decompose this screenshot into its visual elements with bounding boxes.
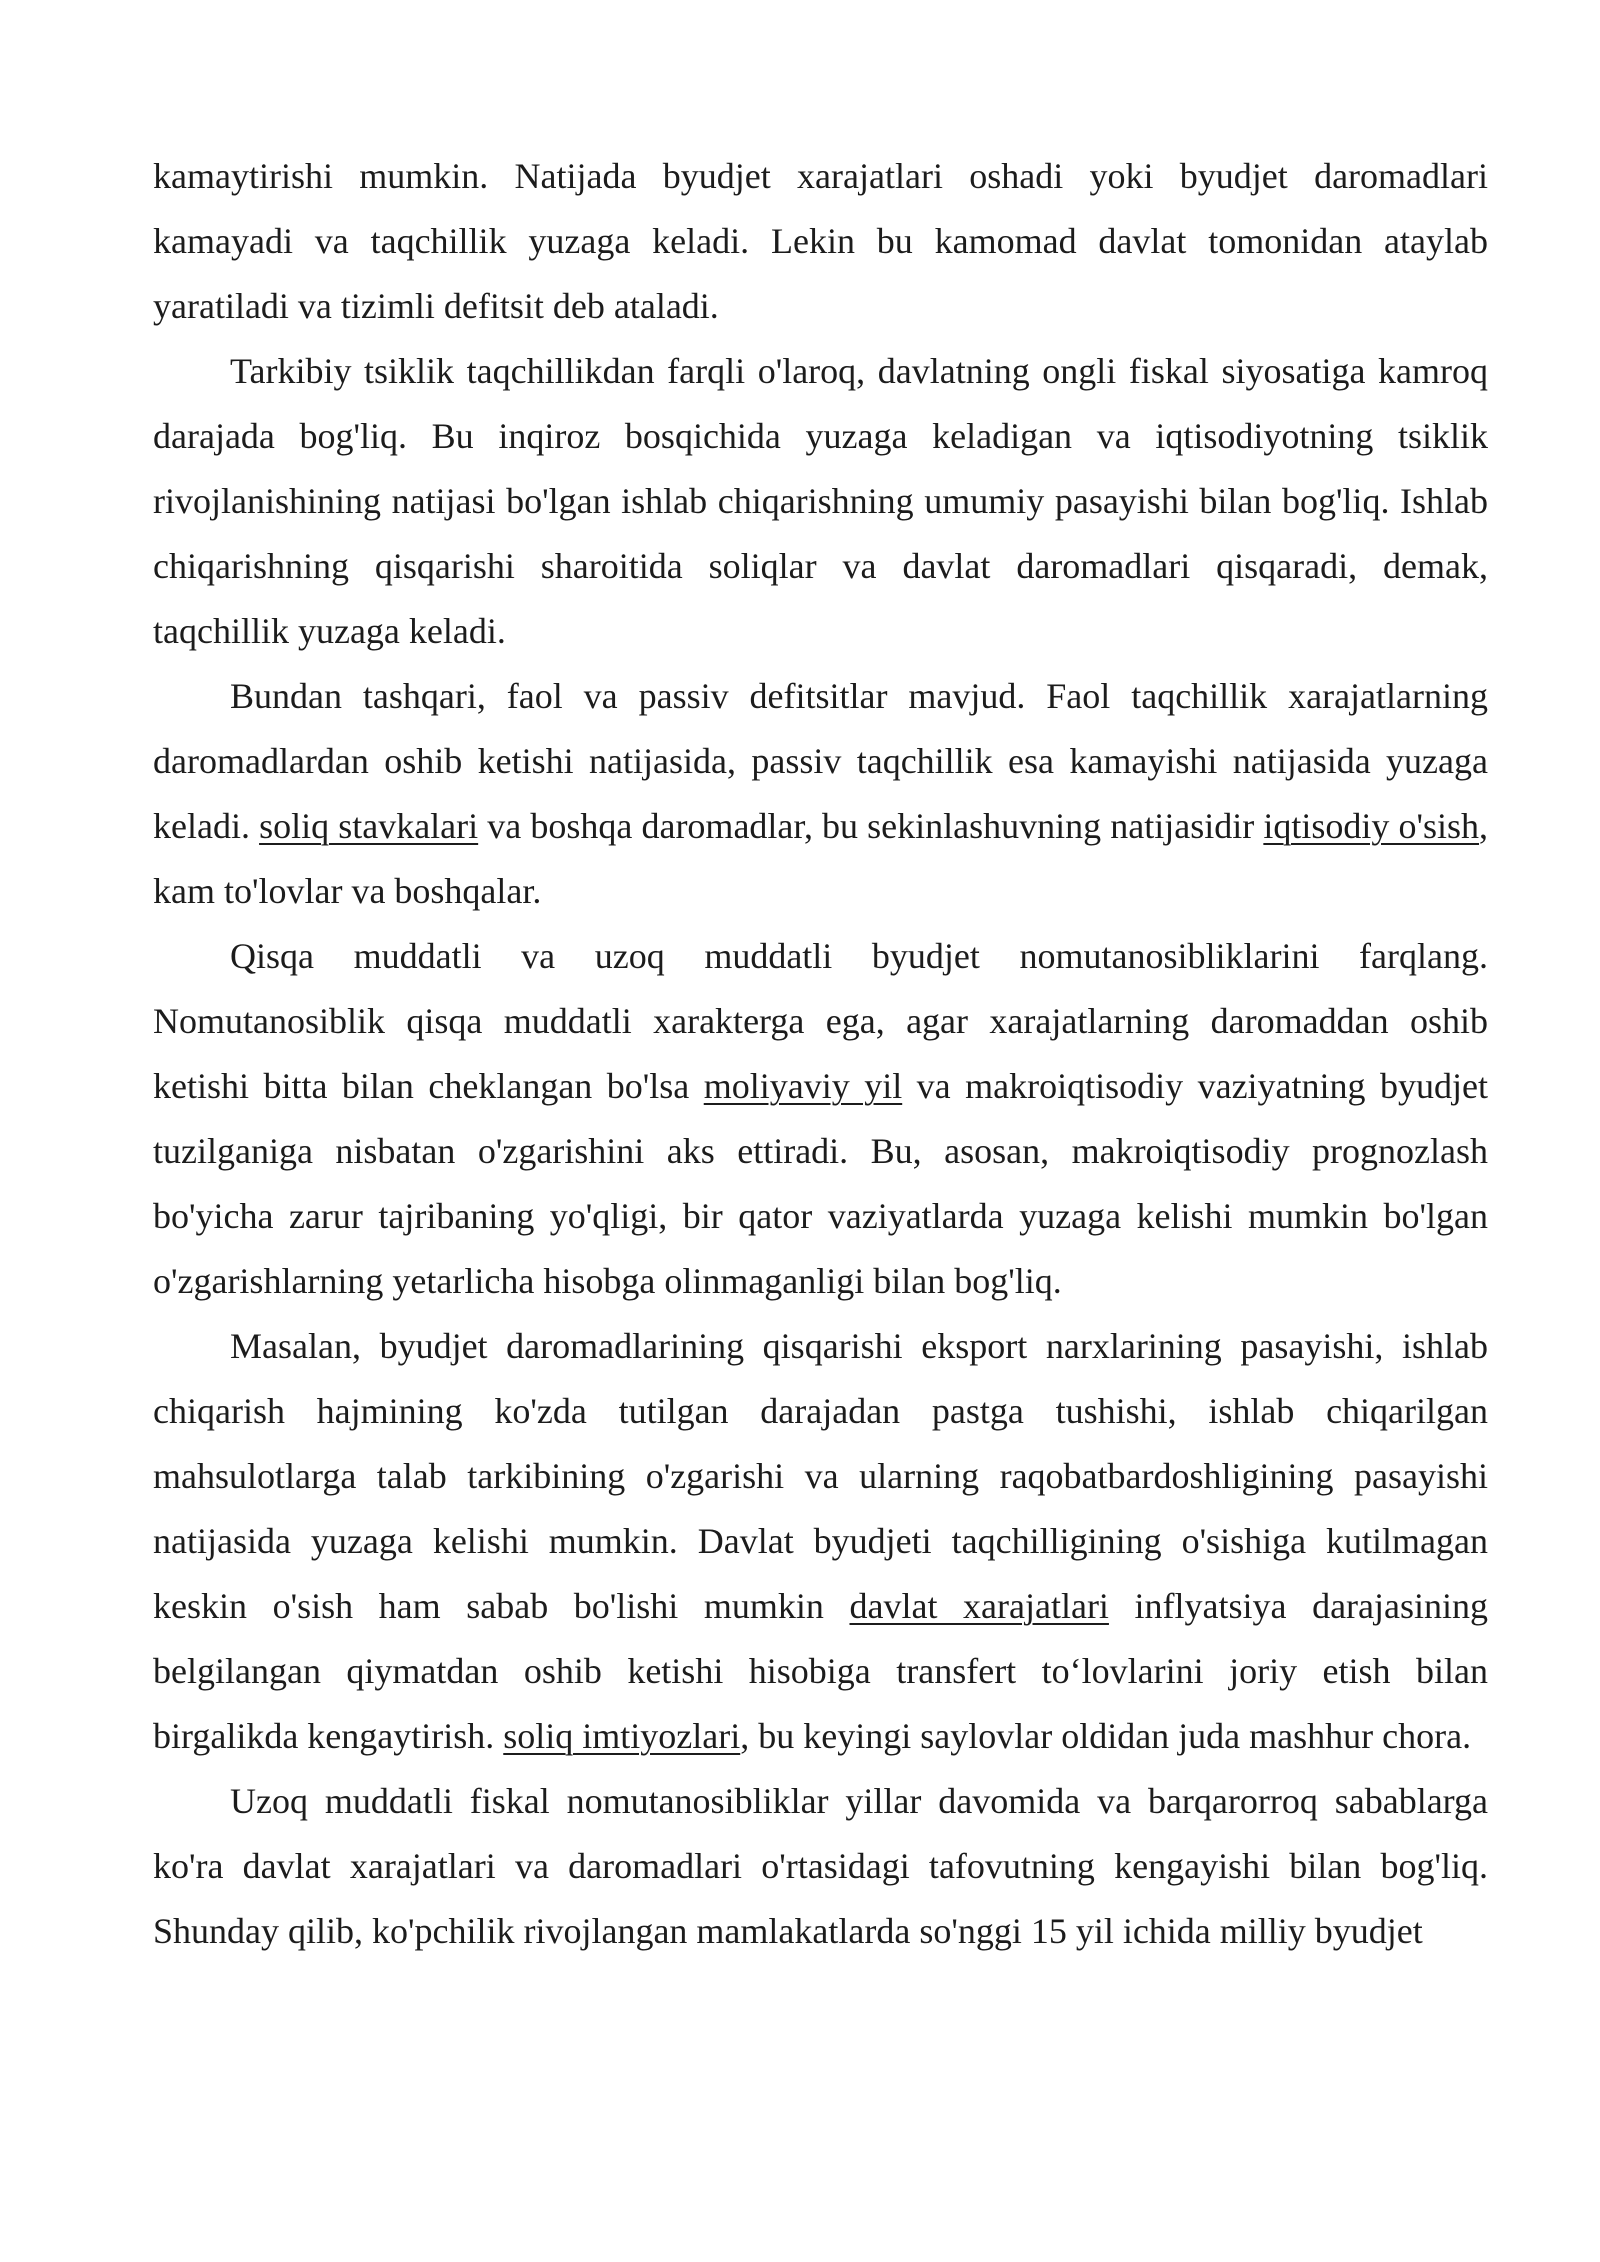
paragraph-5 bbox=[153, 1314, 1488, 1769]
paragraph-2: Tarkibiy tsiklik taqchillikdan farqli o'laroq, davlatning ongli fiskal siyosatiga kamroq darajada bog'liq. Bu inqiroz bosqichida yuzaga keladigan va iqtisodiyotning tsiklik rivojlanishining natijasi bo'lgan ishlab chiqarishning umumiy pasayishi bilan bog'liq. Ishlab chiqarishning qisqarishi sharoitida soliqlar va davlat daromadlari qisqaradi, demak, taqchillik yuzaga keladi. bbox=[153, 351, 1488, 651]
paragraph-5-text-1: Masalan, byudjet daromadlarining qisqarishi eksport narxlarining pasayishi, ishlab chiqarish hajmining ko'zda tutilgan darajadan pastga tushishi, ishlab chiqarilgan mahsulotlarga talab tarkibining o'zgarishi va ularning raqobatbardoshligining pasayishi natijasida yuzaga kelishi mumkin. Davlat byudjeti taqchilligining o'sishiga kutilmagan keskin o'sish ham sabab bo'lishi mumkin bbox=[153, 1326, 1488, 1626]
link-iqtisodiy-osish[interactable]: iqtisodiy o'sish bbox=[1263, 806, 1480, 846]
link-davlat-xarajatlari[interactable]: davlat xarajatlari bbox=[849, 1586, 1109, 1626]
paragraph-4-text-2: va makroiqtisodiy vaziyatning byudjet tuzilganiga nisbatan o'zgarishini aks ettiradi. Bu, asosan, makroiqtisodiy prognozlash bo'yicha zarur tajribaning yo'qligi, bir qator vaziyatlarda yuzaga kelishi mumkin bo'lgan o'zgarishlarning yetarlicha hisobga olinmaganligi bilan bog'liq. bbox=[153, 1066, 1488, 1301]
paragraph-3-text-3: , kam to'lovlar va boshqalar. bbox=[153, 806, 1489, 911]
link-soliq-stavkalari[interactable]: soliq stavkalari bbox=[259, 806, 479, 846]
paragraph-5-text-2: inflyatsiya darajasining belgilangan qiymatdan oshib ketishi hisobiga transfert to‘lovlarini joriy etish bilan birgalikda kengaytirish. bbox=[153, 1586, 1489, 1756]
paragraph-4 bbox=[153, 924, 1488, 1314]
paragraph-3-text-2: va boshqa daromadlar, bu sekinlashuvning natijasidir bbox=[478, 806, 1264, 846]
paragraph-4-text-1: Qisqa muddatli va uzoq muddatli byudjet nomutanosibliklarini farqlang. Nomutanosiblik qisqa muddatli xarakterga ega, agar xarajatlarning daromaddan oshib ketishi bitta bilan cheklangan bo'lsa bbox=[153, 936, 1488, 1106]
link-moliyaviy-yil[interactable]: moliyaviy yil bbox=[703, 1066, 903, 1106]
paragraph-6: Uzoq muddatli fiskal nomutanosibliklar yillar davomida va barqarorroq sabablarga ko'ra davlat xarajatlari va daromadlari o'rtasidagi tafovutning kengayishi bilan bog'liq. Shunday qilib, ko'pchilik rivojlangan mamlakatlarda so'nggi 15 yil ichida milliy byudjet bbox=[153, 1781, 1488, 1951]
paragraph-5-text-3: , bu keyingi saylovlar oldidan juda mashhur chora. bbox=[740, 1716, 1472, 1756]
paragraph-3 bbox=[153, 664, 1488, 924]
link-soliq-imtiyozlari[interactable]: soliq imtiyozlari bbox=[503, 1716, 741, 1756]
paragraph-3-text-1: Bundan tashqari, faol va passiv defitsitlar mavjud. Faol taqchillik xarajatlarning daromadlardan oshib ketishi natijasida, passiv taqchillik esa kamayishi natijasida yuzaga keladi. bbox=[153, 676, 1488, 846]
paragraph-1: kamaytirishi mumkin. Natijada byudjet xarajatlari oshadi yoki byudjet daromadlari kamayadi va taqchillik yuzaga keladi. Lekin bu kamomad davlat tomonidan ataylab yaratiladi va tizimli defitsit deb ataladi. bbox=[153, 156, 1488, 326]
